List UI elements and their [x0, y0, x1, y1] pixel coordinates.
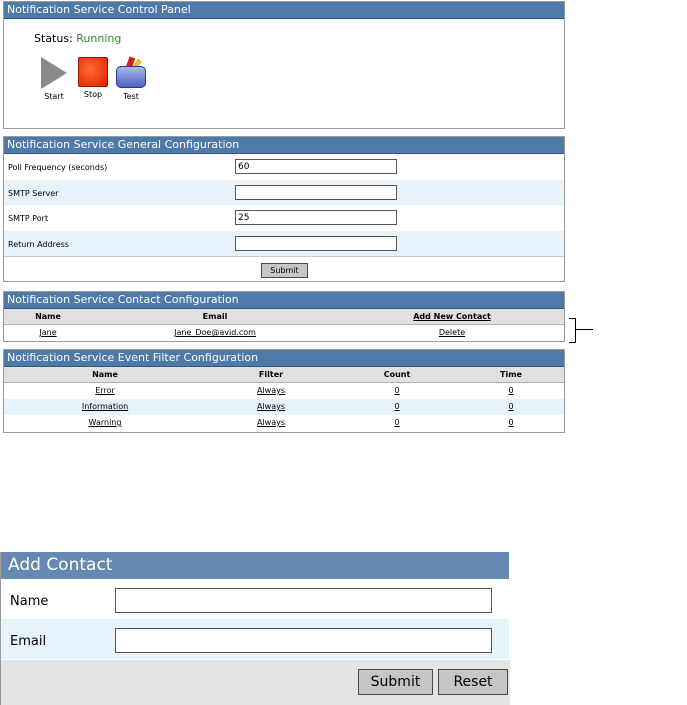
add-new-contact-link[interactable]: Add New Contact	[413, 312, 491, 321]
control-panel-title: Notification Service Control Panel	[4, 2, 564, 19]
event-time-link[interactable]: 0	[508, 418, 514, 427]
event-filter-link[interactable]: Always	[256, 418, 286, 427]
return-address-input[interactable]	[235, 236, 397, 251]
start-button[interactable]	[34, 57, 74, 101]
event-filter-link[interactable]: Always	[256, 386, 286, 395]
event-time-header: Time	[500, 370, 522, 379]
event-count-header: Count	[383, 370, 411, 379]
smtp-port-label: SMTP Port	[8, 214, 49, 223]
contact-table-header	[4, 309, 564, 325]
delete-contact-link[interactable]: Delete	[438, 328, 466, 337]
smtp-server-row	[4, 180, 564, 206]
add-contact-reset-button[interactable]: Reset	[438, 669, 508, 695]
general-config-title: Notification Service General Configuration	[4, 137, 564, 154]
status-value: Running	[76, 32, 122, 45]
contact-email-header: Email	[202, 312, 228, 321]
general-config-panel	[3, 136, 565, 282]
event-table-header	[4, 367, 564, 383]
play-icon[interactable]	[41, 57, 67, 89]
start-label: Start	[44, 92, 64, 101]
add-contact-email-input[interactable]	[115, 628, 492, 653]
event-count-link[interactable]: 0	[394, 402, 400, 411]
event-name-link[interactable]: Warning	[88, 418, 122, 427]
test-label: Test	[123, 92, 139, 101]
return-address-label: Return Address	[8, 239, 69, 249]
general-submit-button[interactable]: Submit	[261, 263, 308, 278]
event-count-link[interactable]: 0	[394, 386, 400, 395]
smtp-port-row	[4, 205, 564, 231]
test-button[interactable]	[111, 57, 151, 101]
return-address-row	[4, 231, 564, 257]
contact-name-header: Name	[35, 312, 61, 321]
add-contact-email-row	[1, 619, 509, 659]
event-row-error	[4, 383, 564, 399]
add-contact-footer	[1, 660, 510, 705]
event-name-link[interactable]: Information	[81, 402, 129, 411]
event-filter-title: Notification Service Event Filter Configuration	[4, 350, 564, 367]
event-time-link[interactable]: 0	[508, 402, 514, 411]
add-contact-dialog	[0, 552, 509, 705]
event-time-link[interactable]: 0	[508, 386, 514, 395]
event-filter-header: Filter	[258, 370, 284, 379]
smtp-server-label: SMTP Server	[8, 188, 59, 198]
contact-config-panel	[3, 291, 565, 342]
smtp-server-input[interactable]	[235, 185, 397, 200]
event-row-information	[4, 399, 564, 415]
callout-bracket	[569, 318, 576, 343]
add-contact-title: Add Contact	[1, 552, 509, 579]
control-panel	[3, 1, 565, 129]
event-row-warning	[4, 415, 564, 431]
event-filter-panel	[3, 349, 565, 433]
add-contact-name-input[interactable]	[115, 588, 492, 613]
event-name-link[interactable]: Error	[95, 386, 115, 395]
add-contact-email-label: Email	[10, 634, 47, 649]
stop-button[interactable]	[73, 57, 113, 99]
contact-email-link[interactable]: Jane_Doe@avid.com	[174, 328, 256, 337]
add-contact-submit-button[interactable]: Submit	[358, 669, 433, 695]
contact-name-link[interactable]: Jane	[39, 328, 57, 337]
status-line	[34, 32, 121, 45]
stop-icon[interactable]	[78, 57, 108, 87]
event-name-header: Name	[92, 370, 118, 379]
smtp-port-input[interactable]	[235, 210, 397, 225]
poll-frequency-label: Poll Frequency (seconds)	[8, 163, 108, 172]
event-count-link[interactable]: 0	[394, 418, 400, 427]
stop-label: Stop	[83, 90, 103, 99]
add-contact-name-row	[1, 579, 509, 619]
toolbag-icon[interactable]	[114, 57, 148, 89]
poll-frequency-row	[4, 154, 564, 180]
contact-row	[4, 325, 564, 341]
add-contact-name-label: Name	[10, 594, 49, 609]
event-filter-link[interactable]: Always	[256, 402, 286, 411]
poll-frequency-input[interactable]	[235, 159, 397, 174]
contact-config-title: Notification Service Contact Configuration	[4, 292, 564, 309]
status-label: Status:	[34, 32, 73, 45]
general-submit-row	[4, 256, 564, 284]
callout-line	[576, 329, 593, 330]
